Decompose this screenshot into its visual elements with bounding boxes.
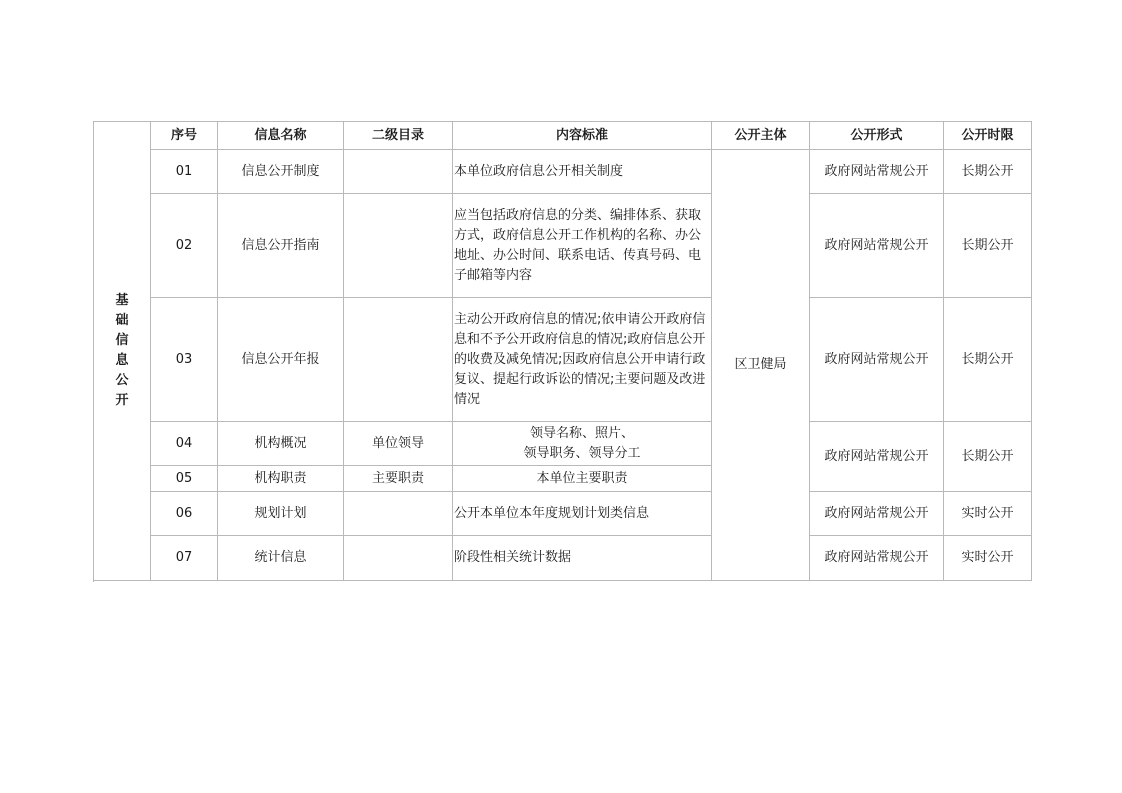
header-row bbox=[94, 122, 1032, 150]
header-term: 公开时限 bbox=[944, 122, 1032, 150]
row-num: 01 bbox=[151, 150, 218, 194]
row-form: 政府网站常规公开 bbox=[810, 150, 944, 194]
category-char: 础 bbox=[115, 313, 129, 328]
table-row bbox=[94, 298, 1032, 422]
row-name: 信息公开指南 bbox=[218, 194, 344, 298]
row-sub: 主要职责 bbox=[344, 466, 453, 492]
row-form: 政府网站常规公开 bbox=[810, 422, 944, 492]
row-name: 信息公开制度 bbox=[218, 150, 344, 194]
row-content: 阶段性相关统计数据 bbox=[453, 536, 712, 581]
category-cell bbox=[94, 122, 151, 581]
header-form: 公开形式 bbox=[810, 122, 944, 150]
row-term: 长期公开 bbox=[944, 150, 1032, 194]
row-content: 应当包括政府信息的分类、编排体系、获取方式，政府信息公开工作机构的名称、办公地址、办公时间、联系电话、传真号码、电子邮箱等内容 bbox=[453, 194, 712, 298]
row-name: 机构概况 bbox=[218, 422, 344, 466]
row-num: 06 bbox=[151, 492, 218, 536]
category-char: 信 bbox=[115, 333, 129, 348]
row-term: 长期公开 bbox=[944, 194, 1032, 298]
header-publisher: 公开主体 bbox=[712, 122, 810, 150]
table-row bbox=[94, 536, 1032, 581]
row-form: 政府网站常规公开 bbox=[810, 298, 944, 422]
row-sub bbox=[344, 194, 453, 298]
table-row bbox=[94, 194, 1032, 298]
row-name: 规划计划 bbox=[218, 492, 344, 536]
table-row bbox=[94, 150, 1032, 194]
header-num: 序号 bbox=[151, 122, 218, 150]
row-num: 03 bbox=[151, 298, 218, 422]
row-sub bbox=[344, 150, 453, 194]
content-line: 领导名称、照片、 bbox=[529, 425, 634, 441]
header-content: 内容标准 bbox=[453, 122, 712, 150]
row-form: 政府网站常规公开 bbox=[810, 536, 944, 581]
row-content: 主动公开政府信息的情况;依申请公开政府信息和不予公开政府信息的情况;政府信息公开的收费及减免情况;因政府信息公开申请行政复议、提起行政诉讼的情况;主要问题及改进情况 bbox=[453, 298, 712, 422]
row-sub bbox=[344, 536, 453, 581]
row-num: 02 bbox=[151, 194, 218, 298]
row-term: 实时公开 bbox=[944, 536, 1032, 581]
row-num: 05 bbox=[151, 466, 218, 492]
category-char: 开 bbox=[115, 393, 129, 408]
row-sub bbox=[344, 492, 453, 536]
category-char: 息 bbox=[115, 353, 129, 368]
row-content bbox=[453, 422, 712, 466]
row-sub bbox=[344, 298, 453, 422]
row-content: 本单位主要职责 bbox=[453, 466, 712, 492]
publisher-cell: 区卫健局 bbox=[712, 150, 810, 581]
row-num: 07 bbox=[151, 536, 218, 581]
category-char: 基 bbox=[115, 293, 129, 308]
info-disclosure-table bbox=[93, 121, 1032, 581]
row-name: 信息公开年报 bbox=[218, 298, 344, 422]
row-term: 实时公开 bbox=[944, 492, 1032, 536]
header-sub: 二级目录 bbox=[344, 122, 453, 150]
row-content: 本单位政府信息公开相关制度 bbox=[453, 150, 712, 194]
table-row bbox=[94, 422, 1032, 466]
row-name: 机构职责 bbox=[218, 466, 344, 492]
category-char: 公 bbox=[115, 373, 129, 388]
table-row bbox=[94, 492, 1032, 536]
row-form: 政府网站常规公开 bbox=[810, 492, 944, 536]
content-line: 领导职务、领导分工 bbox=[523, 445, 641, 461]
row-sub: 单位领导 bbox=[344, 422, 453, 466]
row-term: 长期公开 bbox=[944, 422, 1032, 492]
row-term: 长期公开 bbox=[944, 298, 1032, 422]
row-name: 统计信息 bbox=[218, 536, 344, 581]
row-content: 公开本单位本年度规划计划类信息 bbox=[453, 492, 712, 536]
row-form: 政府网站常规公开 bbox=[810, 194, 944, 298]
header-name: 信息名称 bbox=[218, 122, 344, 150]
row-num: 04 bbox=[151, 422, 218, 466]
